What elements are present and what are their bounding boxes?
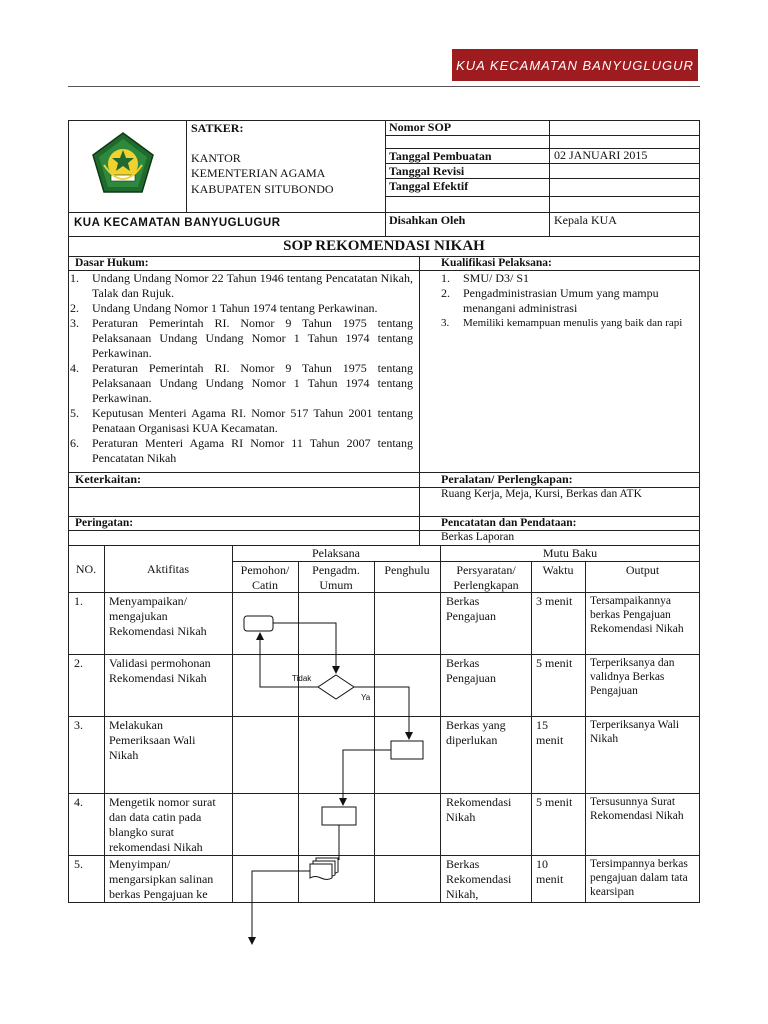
row-waktu: 10 menit [536, 857, 564, 886]
header-badge: KUA KECAMATAN BANYUGLUGUR [452, 49, 698, 81]
row-no: 5. [74, 857, 83, 871]
col-pengadm-header: Pengadm. Umum [312, 563, 360, 592]
row-waktu: 3 menit [536, 594, 573, 608]
flow-label-tidak: Tidak [292, 674, 312, 683]
row-persyaratan: Berkas Pengajuan [446, 594, 496, 623]
row-aktifitas: Mengetik nomor surat dan data catin pada blangko surat rekomendasi Nikah [109, 795, 216, 854]
list-item: 3. Memiliki kemampuan menulis yang baik dan rapi [441, 317, 683, 329]
mutu-group-header: Mutu Baku [542, 546, 598, 560]
row-persyaratan: Berkas Rekomendasi Nikah, [446, 857, 512, 901]
flow-arrow [273, 623, 336, 673]
col-pemohon-header: Pemohon/ Catin [240, 563, 290, 592]
col-no-header: NO. [75, 562, 97, 576]
row-aktifitas: Validasi permohonan Rekomendasi Nikah [109, 656, 211, 685]
flow-decision-diamond [318, 675, 354, 699]
col-persyaratan-header: Persyaratan/ Perlengkapan [453, 563, 519, 592]
col-waktu-header: Waktu [542, 563, 574, 577]
row-no: 3. [74, 718, 83, 732]
pencatatan-heading: Pencatatan dan Pendataan: [441, 517, 577, 529]
row-no: 2. [74, 656, 83, 670]
row-output: Tersusunnya Surat Rekomendasi Nikah [590, 796, 684, 822]
list-item: 6. Peraturan Menteri Agama RI Nomor 11 Tahun 2007 tentang Pencatatan Nikah [70, 436, 413, 465]
pelaksana-group-header: Pelaksana [312, 546, 360, 560]
row-persyaratan: Berkas yang diperlukan [446, 718, 506, 747]
tanggal-revisi-label: Tanggal Revisi [389, 164, 465, 178]
pencatatan-value: Berkas Laporan [441, 531, 515, 543]
col-aktifitas-header: Aktifitas [147, 562, 189, 576]
row-aktifitas: Menyampaikan/ mengajukan Rekomendasi Nikah [109, 594, 207, 638]
flow-start-box [244, 616, 273, 631]
disahkan-value: Kepala KUA [554, 213, 617, 227]
list-item: 5. Keputusan Menteri Agama RI. Nomor 517 Tahun 2001 tentang Penataan Organisasi KUA Kecamatan. [70, 406, 413, 435]
list-item: 1. Undang Undang Nomor 22 Tahun 1946 tentang Pencatatan Nikah, Talak dan Rujuk. [70, 271, 413, 300]
kua-name: KUA KECAMATAN BANYUGLUGUR [74, 217, 281, 229]
sop-title: SOP REKOMENDASI NIKAH [283, 238, 485, 254]
row-persyaratan: Rekomendasi Nikah [446, 795, 512, 824]
dasar-hukum-heading: Dasar Hukum: [75, 257, 149, 269]
list-item: 4. Peraturan Pemerintah RI. Nomor 9 Tahun 1975 tentang Pelaksanaan Undang Undang Nomor 1 Tahun 1974 tentang Perkawinan. [70, 361, 413, 405]
satker-label: SATKER: [191, 121, 244, 135]
col-output-header: Output [625, 563, 660, 577]
peringatan-heading: Peringatan: [75, 517, 134, 529]
disahkan-label: Disahkan Oleh [389, 213, 466, 227]
row-output: Tersampaikannya berkas Pengajuan Rekomendasi Nikah [590, 595, 684, 635]
row-aktifitas: Melakukan Pemeriksaan Wali Nikah [109, 718, 196, 762]
office-line-3: KABUPATEN SITUBONDO [191, 182, 334, 196]
tanggal-pembuatan-value: 02 JANUARI 2015 [554, 148, 648, 162]
kualifikasi-heading: Kualifikasi Pelaksana: [441, 257, 552, 269]
flow-process-box [391, 741, 423, 759]
flow-document-stack [310, 858, 338, 880]
list-item: 2. Pengadministrasian Umum yang mampu menangani administrasi [441, 286, 659, 315]
row-waktu: 5 menit [536, 656, 573, 670]
office-line-2: KEMENTERIAN AGAMA [191, 166, 326, 180]
list-item: 1. SMU/ D3/ S1 [441, 271, 530, 285]
flow-process-box [322, 807, 356, 825]
flow-arrow [252, 871, 310, 944]
flow-label-ya: Ya [361, 693, 371, 702]
flow-arrow [343, 750, 391, 805]
col-penghulu-header: Penghulu [384, 563, 430, 577]
row-output: Terperiksanya Wali Nikah [590, 719, 680, 745]
row-no: 4. [74, 795, 83, 809]
peralatan-heading: Peralatan/ Perlengkapan: [441, 472, 573, 486]
row-aktifitas: Menyimpan/ mengarsipkan salinan berkas Pengajuan ke [109, 857, 214, 901]
tanggal-pembuatan-label: Tanggal Pembuatan [389, 149, 492, 163]
row-no: 1. [74, 594, 83, 608]
row-persyaratan: Berkas Pengajuan [446, 656, 496, 685]
tanggal-efektif-label: Tanggal Efektif [389, 179, 469, 193]
office-line-1: KANTOR [191, 151, 241, 165]
row-output: Terperiksanya dan validnya Berkas Pengajuan [590, 657, 675, 697]
keterkaitan-heading: Keterkaitan: [75, 472, 141, 486]
row-waktu: 15 menit [536, 718, 564, 747]
list-item: 3. Peraturan Pemerintah RI. Nomor 9 Tahun 1975 tentang Pelaksanaan Undang Undang Nomor 1 Tahun 1974 tentang Perkawinan. [70, 316, 413, 360]
list-item: 2. Undang Undang Nomor 1 Tahun 1974 tentang Perkawinan. [70, 301, 378, 315]
peralatan-value: Ruang Kerja, Meja, Kursi, Berkas dan ATK [441, 488, 642, 500]
row-output: Tersimpannya berkas pengajuan dalam tata kearsipan [590, 858, 688, 898]
nomor-sop-label: Nomor SOP [389, 120, 452, 134]
row-waktu: 5 menit [536, 795, 573, 809]
